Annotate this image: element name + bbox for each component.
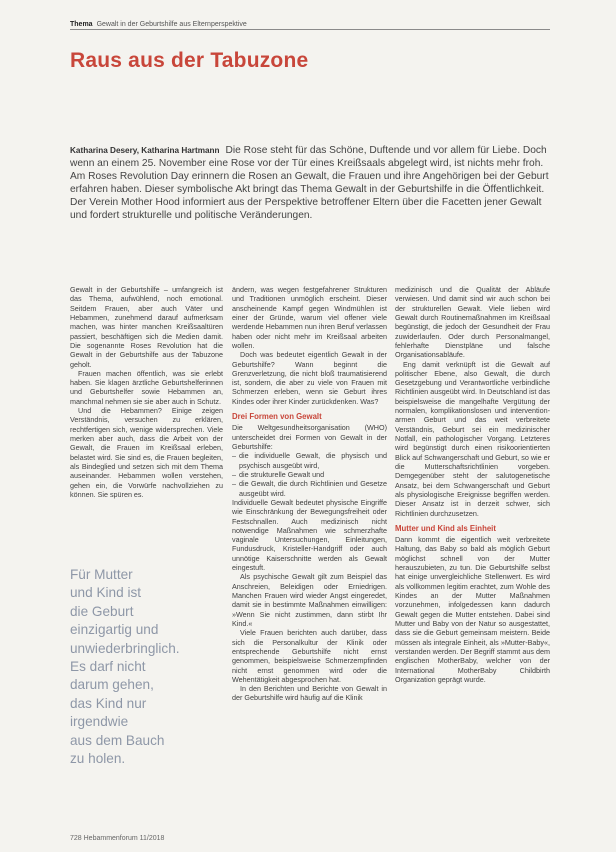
column-2: [232, 285, 387, 703]
paragraph: Gewalt in der Geburtshilfe – umfangreich ist das Thema, aufwühlend, noch emotional. Seitdem Frauen, aber auch Väter und Hebammen, zunehmend darauf aufmerksam machen, was hinter manchen Kreißsaaltüren passiert, beschäftigen sich die Medien damit. Die sogenannte Roses Revolution hat die Gewalt in der Geburtshilfe aus der Tabuzone geholt.: [70, 285, 223, 369]
paragraph: Individuelle Gewalt bedeutet physische Eingriffe wie Einschränkung der Bewegungsfreiheit oder Festschnallen. Auch medizinisch nicht notwendige Maßnahmen wie schmerzhafte vaginale Untersuchungen, Einleitungen, Fundusdruck, Kristeller-Handgriff oder auch unnötige Kaiserschnitte werden als Gewalt eingestuft.: [232, 497, 387, 573]
column-3: [395, 285, 550, 684]
article-lead: [70, 145, 550, 222]
paragraph: Als psychische Gewalt gilt zum Beispiel das Anschreien, Beleidigen oder Erniedrigen. Manchen Frauen wird wieder Angst eingeredet, damit sie in bestimmte Maßnahmen einwilligen: »Wenn Sie nicht zustimmen, dann stirbt Ihr Kind.«: [232, 572, 387, 628]
list-item: – die individuelle Gewalt, die physisch und psychisch ausgeübt wird,: [232, 451, 387, 470]
paragraph: Frauen machen öffentlich, was sie erlebt haben. Sie klagen ärztliche Geburtshelferinnen und Geburtshelfer sowie Hebammen an, manchmal nehmen sie sie aber auch in Schutz.: [70, 368, 223, 406]
paragraph: Und die Hebammen? Einige zeigen Verständnis, versuchen zu erklären, rechtfertigen sich, wenige widersprechen. Viele merken aber auch, dass die Arbeit von der Gewalt, die Frauen im Kreißsaal erleben, belastet wird. Sie sind es, die Frauen begleiten, als Bindeglied und setzen sich mit dem Thema auseinander. Hebammen wollen verstehen, gehen ein, die Vorwürfe nachvollziehen zu können. Sie spüren es.: [70, 406, 223, 499]
section-kicker: [70, 21, 247, 28]
paragraph: medizinisch und die Qualität der Abläufe verwiesen. Und damit sind wir auch schon bei der strukturellen Gewalt. Viele lieben wird Gewalt durch Routinemaßnahmen im Kreißsaal begünstigt, die jedoch der Gesundheit der Frau zuwiderlaufen. Oder durch Personalmangel, fehlerhafte Dienstpläne und falsche Organisationsabläufe.: [395, 285, 550, 360]
article-title: Raus aus der Tabuzone: [70, 49, 309, 72]
list-item: – die Gewalt, die durch Richtlinien und Gesetze ausgeübt wird.: [232, 479, 387, 498]
paragraph: Die Weltgesundheitsorganisation (WHO) unterscheidet drei Formen von Gewalt in der Geburtshilfe:: [232, 423, 387, 451]
lead-text: Die Rose steht für das Schöne, Duftende und vor allem für Liebe. Doch wenn an einem 25. November eine Rose vor der Tür eines Kreißsaals abgelegt wird, ist nichts mehr froh. Am Roses Revolution Day erinnern die Rosen an Gewalt, die Frauen und ihre Angehörigen bei der Geburt erfahren haben. Dieser symbolische Akt bringt das Thema Gewalt in der Geburtshilfe in die Öffentlichkeit. Der Verein Mother Hood informiert aus der Perspektive betroffener Eltern über die Facetten jener Gewalt und fordert strukturelle und politische Veränderungen.: [70, 145, 549, 221]
paragraph: Doch was bedeutet eigentlich Gewalt in der Geburtshilfe? Wann beginnt die Grenzverletzung, die nicht bloß traumatisierend ist, sondern, die aber zu viele von Frauen mit Schmerzen erleben, wenn sie Geburt ihres Kindes oder ihrer Kinder zurückdenken. Was?: [232, 350, 387, 406]
subheading-mother-child: Mutter und Kind als Einheit: [395, 523, 496, 533]
kicker-text: Gewalt in der Geburtshilfe aus Elternperspektive: [96, 21, 247, 28]
paragraph: In den Berichten und Berichte von Gewalt in der Geburtshilfe wird häufig auf die Klinik: [232, 684, 387, 703]
header-rule: [70, 29, 550, 30]
kicker-label: Thema: [70, 21, 93, 28]
paragraph: Eng damit verknüpft ist die Gewalt auf politischer Ebene, also Gewalt, die durch Gesetzgebung und Verantwortliche verbindliche Richtlinien ausgeübt wird. In Deutschland ist das beispielsweise die mangelhafte Vergütung der normalen, komplikationslosen und intervention-armen Geburt und das weit verbreitete Verständnis, Geburt sei ein medizinischer Notfall, ein pathologischer Vorgang. Letzteres wird begünstigt durch einen risikoorientierten Blick auf Schwangerschaft und Geburt, so wie er die Mutterschaftsrichtlinien vorgeben. Demgegenüber steht der salutogenetische Ansatz, bei dem Schwangerschaft und Geburt als physiologische Ereignisse begriffen werden. Dieser Ansatz ist in derzeit schwer, sich Richtlinien durchzusetzen.: [395, 359, 551, 518]
paragraph: ändern, was wegen festgefahrener Strukturen und Traditionen unmöglich erscheint. Dieser anscheinende Kampf gegen Windmühlen ist einer der Gründe, warum viel offener viele werdende Hebammen nun ihren Beruf verlassen haben oder nicht mehr im Kreißsaal arbeiten wollen.: [232, 285, 387, 350]
paragraph: Dann kommt die eigentlich weit verbreitete Haltung, das Baby so bald als möglich Geburt möglichst schnell von der Mutter herauszubieten, zu tun. Die Geburtshilfe selbst hat einige unvergleichliche Stellenwert. Es wird als vollkommen legitim erachtet, zum Wohle des Kindes an der Mutter Maßnahmen vorzunehmen, infolgedessen kann dadurch Gewalt gegen die Mutter entstehen. Dabei sind Mutter und Baby von der Natur so ausgestattet, dass sie die Geburt gemeinsam meistern. Beide müssen als integrale Einheit, als »Mutter-Baby«, verstanden werden. Der Begriff stammt aus dem englischen MotherBaby, welcher von der International MotherBaby Childbirth Organization geprägt wurde.: [395, 535, 550, 684]
article-authors: Katharina Desery, Katharina Hartmann: [70, 146, 220, 155]
paragraph: Viele Frauen berichten auch darüber, dass sich die Personalkultur der Klinik oder entsprechende Geburtshilfe nicht ernst genommen, beispielsweise Schmerzempfinden nicht ernst genommen wird oder die Wehentätigkeit abgesprochen hat.: [232, 628, 387, 684]
pull-quote: Für Mutter und Kind ist die Geburt einzigartig und unwiederbringlich. Es darf nicht darum gehen, das Kind nur irgendwie aus dem Bauch zu holen.: [70, 567, 180, 767]
subheading-three-forms: Drei Formen von Gewalt: [232, 412, 322, 422]
page-footer: 728 Hebammenforum 11/2018: [70, 835, 165, 842]
column-1: [70, 285, 223, 499]
list-item: – die strukturelle Gewalt und: [232, 470, 387, 479]
forms-list: [232, 451, 387, 498]
